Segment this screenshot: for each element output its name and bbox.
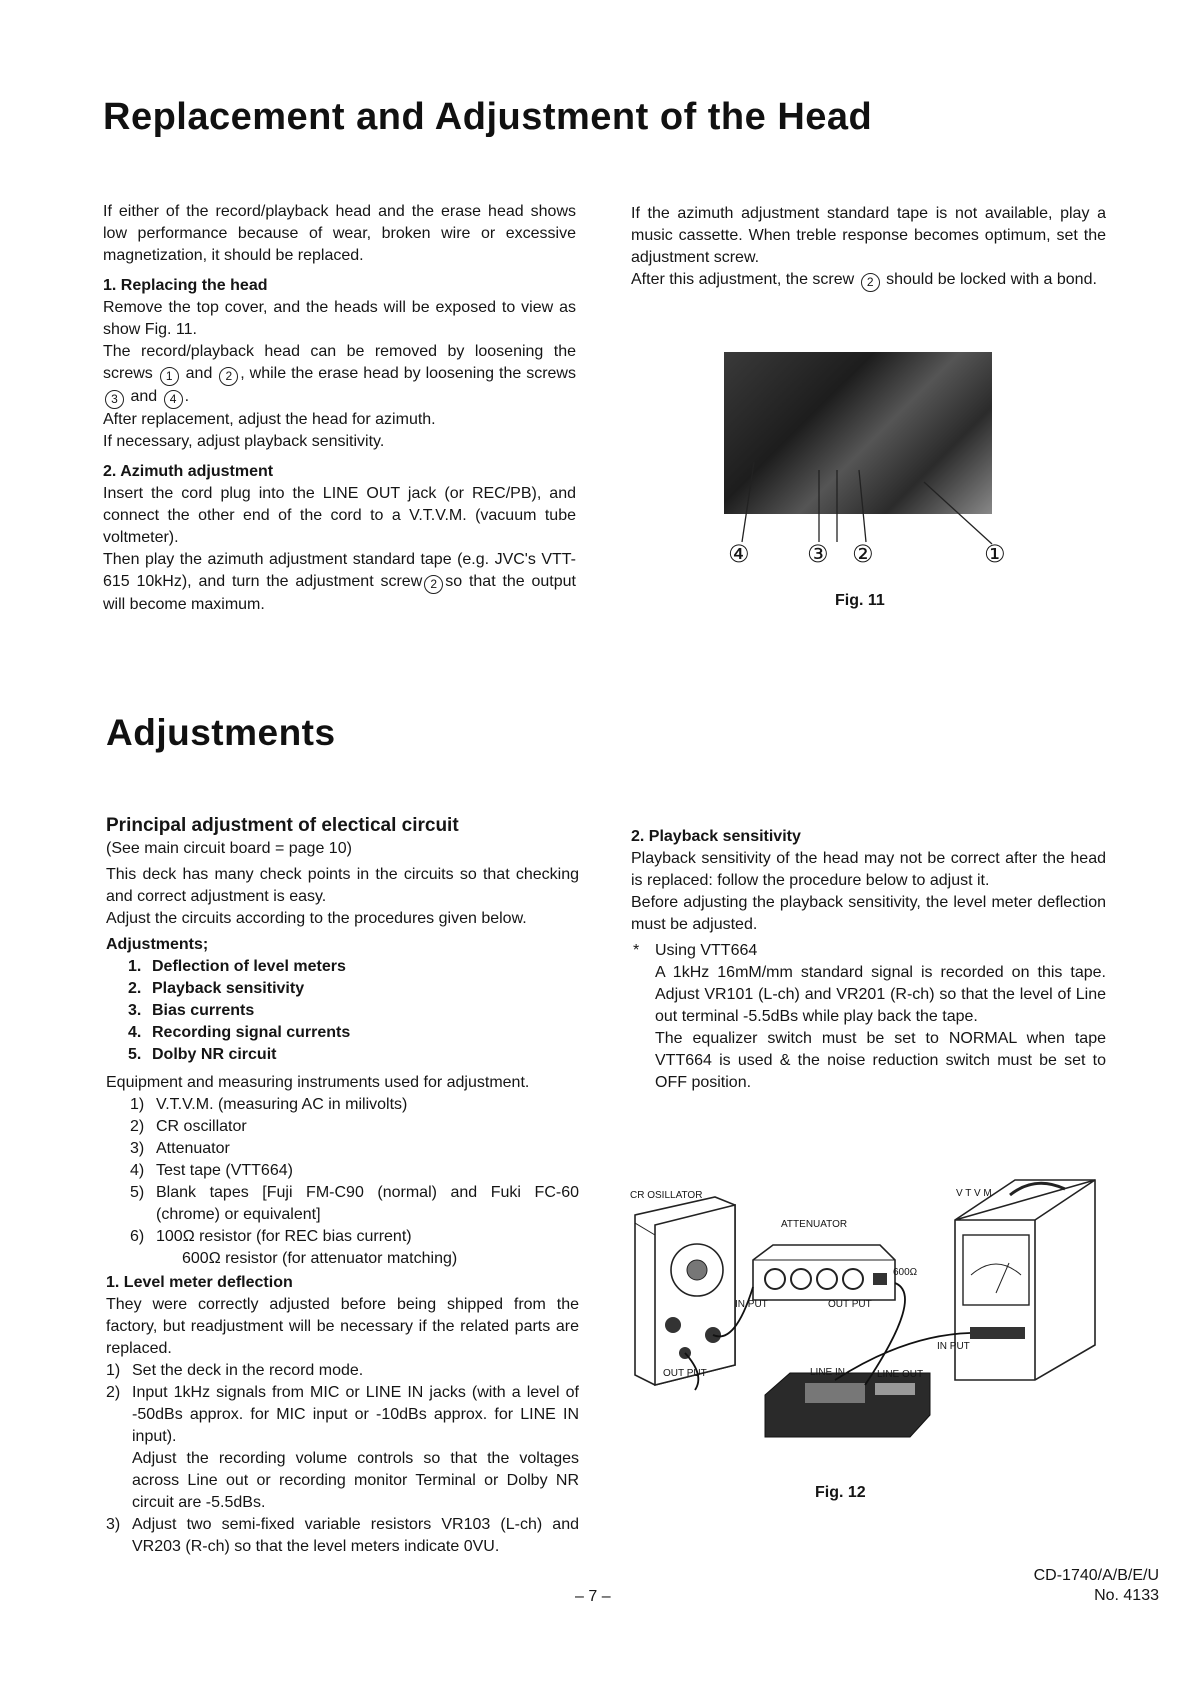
replacing-head-heading: 1. Replacing the head <box>103 277 268 294</box>
footer-model: CD-1740/A/B/E/U <box>1033 1567 1159 1584</box>
fig11-callout-4: ④ <box>728 541 750 568</box>
adjustments-list <box>106 956 579 1066</box>
level-step: 1) Set the deck in the record mode. <box>106 1362 364 1379</box>
equipment-item: 2) CR oscillator <box>130 1118 247 1135</box>
adjustments-label: Adjustments; <box>106 936 209 953</box>
equipment-list <box>106 1094 579 1270</box>
fig12-label-attenuator: ATTENUATOR <box>781 1219 848 1230</box>
playback-bullet-p2: The equalizer switch must be set to NORMAL when tape VTT664 is used & the noise reduction switch must be set to OFF position. <box>655 1030 1106 1091</box>
level-step: Adjust the recording volume controls so that the voltages across Line out or recording monitor Terminal or Dolby NR circuit are -5.5dBs. <box>132 1450 579 1511</box>
fig11-callout-1: ① <box>984 541 1006 568</box>
fig12-label-cr-osc: CR OSILLATOR <box>630 1190 703 1201</box>
adjustments-item: 3. Bias currents <box>128 1002 255 1019</box>
fig11-callout-2: ② <box>852 541 874 568</box>
fig12-label-line-in: LINE IN <box>810 1367 846 1378</box>
equipment-item: 3) Attenuator <box>130 1140 230 1157</box>
adjustments-item: 4. Recording signal currents <box>128 1024 351 1041</box>
adjustments-item: 1. Deflection of level meters <box>128 958 346 975</box>
fig11-leader-2 <box>859 470 866 542</box>
footer-model-block <box>1034 1566 1159 1606</box>
head-intro: If either of the record/playback head and the erase head shows low performance because of wear, broken wire or excessive magnetization, it should be replaced. <box>103 203 576 264</box>
adjust-p2: Adjust the circuits according to the procedures given below. <box>106 910 527 927</box>
replacing-head-p3: After replacement, adjust the head for azimuth. <box>103 411 436 428</box>
head-right-p2: After this adjustment, the screw 2 should be locked with a bond. <box>631 269 1106 292</box>
equipment-item: 5) Blank tapes [Fuji FM-C90 (normal) and Fuki FC-60 (chrome) or equivalent] <box>130 1184 579 1223</box>
adjust-p1: This deck has many check points in the circuits so that checking and correct adjustment is easy. <box>106 866 579 905</box>
playback-p1: Playback sensitivity of the head may not be correct after the head is replaced: follow the procedure below to adjust it. <box>631 850 1106 889</box>
head-right-p1: If the azimuth adjustment standard tape is not available, play a music cassette. When treble response becomes optimum, set the adjustment screw. <box>631 205 1106 266</box>
vtvm-drawing <box>955 1180 1095 1380</box>
equipment-item-extra: 600Ω resistor (for attenuator matching) <box>182 1250 458 1267</box>
azimuth-p2: Then play the azimuth adjustment standard tape (e.g. JVC's VTT-615 10kHz), and turn the adjustment screw 2 so that the output will become maximum. <box>103 551 576 613</box>
section-title-head: Replacement and Adjustment of the Head <box>103 96 873 138</box>
circled-4: 4 <box>164 390 183 409</box>
playback-p2: Before adjusting the playback sensitivity, the level meter deflection must be adjusted. <box>631 894 1106 933</box>
fig12-diagram <box>625 1175 1105 1455</box>
fig12-label-ohm: 600Ω <box>893 1267 918 1278</box>
cr-oscillator-drawing <box>635 1197 735 1385</box>
level-meter-p1: They were correctly adjusted before being shipped from the factory, but readjustment will be necessary if the related parts are replaced. <box>106 1296 579 1357</box>
fig11-caption: Fig. 11 <box>835 592 885 609</box>
azimuth-heading: 2. Azimuth adjustment <box>103 463 274 480</box>
attenuator-drawing <box>753 1245 895 1300</box>
adjust-subtitle: Principal adjustment of electical circuit <box>106 815 459 836</box>
fig12-label-out-put-osc: OUT PUT <box>663 1368 707 1379</box>
fig12-label-line-out: LINE OUT <box>877 1369 924 1380</box>
level-meter-heading: 1. Level meter deflection <box>106 1274 293 1291</box>
cassette-deck-drawing <box>765 1373 930 1437</box>
page-number: – 7 – <box>575 1588 611 1605</box>
level-meter-steps <box>106 1360 579 1558</box>
fig12-label-out-put-att: OUT PUT <box>828 1299 872 1310</box>
fig12-label-vtvm: V T V M <box>956 1188 992 1199</box>
adjustments-item: 2. Playback sensitivity <box>128 980 305 997</box>
head-right-column <box>631 203 1106 292</box>
playback-bullet-title: Using VTT664 <box>655 942 758 959</box>
equipment-item: 4) Test tape (VTT664) <box>130 1162 293 1179</box>
circled-2: 2 <box>219 367 238 386</box>
fig12-label-in-put-vtvm: IN PUT <box>937 1341 970 1352</box>
circled-2: 2 <box>424 575 443 594</box>
circled-3: 3 <box>105 390 124 409</box>
equipment-item: 1) V.T.V.M. (measuring AC in milivolts) <box>130 1096 408 1113</box>
adjustments-item: 5. Dolby NR circuit <box>128 1046 277 1063</box>
playback-heading: 2. Playback sensitivity <box>631 828 801 845</box>
playback-bullet: * Using VTT664 A 1kHz 16mM/mm standard signal is recorded on this tape. Adjust VR101 (L-ch) and VR201 (R-ch) so that the level of Line out terminal -5.5dBs while play back the tape. The equalizer switch must be set to NORMAL when tape VTT664 is used & the noise reduction switch must be set to OFF position. <box>631 940 1106 1094</box>
fig11-leader-1 <box>924 482 992 544</box>
head-left-column <box>103 201 576 616</box>
adjust-left-column <box>106 814 579 1558</box>
playback-bullet-p1: A 1kHz 16mM/mm standard signal is recorded on this tape. Adjust VR101 (L-ch) and VR201 (R-ch) so that the level of Line out terminal -5.5dBs while play back the tape. <box>655 964 1106 1025</box>
replacing-head-p1: Remove the top cover, and the heads will be exposed to view as show Fig. 11. <box>103 299 576 338</box>
equipment-item: 6) 100Ω resistor (for REC bias current) <box>130 1228 412 1245</box>
azimuth-p1: Insert the cord plug into the LINE OUT jack (or REC/PB), and connect the other end of the cord to a V.T.V.M. (vacuum tube voltmeter). <box>103 485 576 546</box>
adjust-see: (See main circuit board = page 10) <box>106 840 352 857</box>
level-step: 3) Adjust two semi-fixed variable resistors VR103 (L-ch) and VR203 (R-ch) so that the level meters indicate 0VU. <box>106 1516 579 1555</box>
fig11-callout-3: ③ <box>807 541 829 568</box>
fig11-callouts <box>724 352 1024 582</box>
section-title-adjustments: Adjustments <box>106 712 336 753</box>
adjust-right-column <box>631 826 1106 1094</box>
level-step: 2) Input 1kHz signals from MIC or LINE IN jacks (with a level of -50dBs approx. for MIC input or -10dBs approx. for LINE IN input). <box>106 1384 579 1445</box>
circled-1: 1 <box>160 367 179 386</box>
fig11-leader-4 <box>742 462 754 542</box>
circled-2: 2 <box>861 273 880 292</box>
footer-doc-number: No. 4133 <box>1094 1587 1159 1604</box>
fig12-caption: Fig. 12 <box>815 1484 866 1501</box>
replacing-head-p2: The record/playback head can be removed by loosening the screws 1 and 2 , while the erase head by loosening the screws 3 and 4 . <box>103 341 576 409</box>
equipment-label: Equipment and measuring instruments used for adjustment. <box>106 1074 530 1091</box>
replacing-head-p4: If necessary, adjust playback sensitivity. <box>103 433 385 450</box>
fig12-label-in-put-att: IN PUT <box>735 1299 768 1310</box>
